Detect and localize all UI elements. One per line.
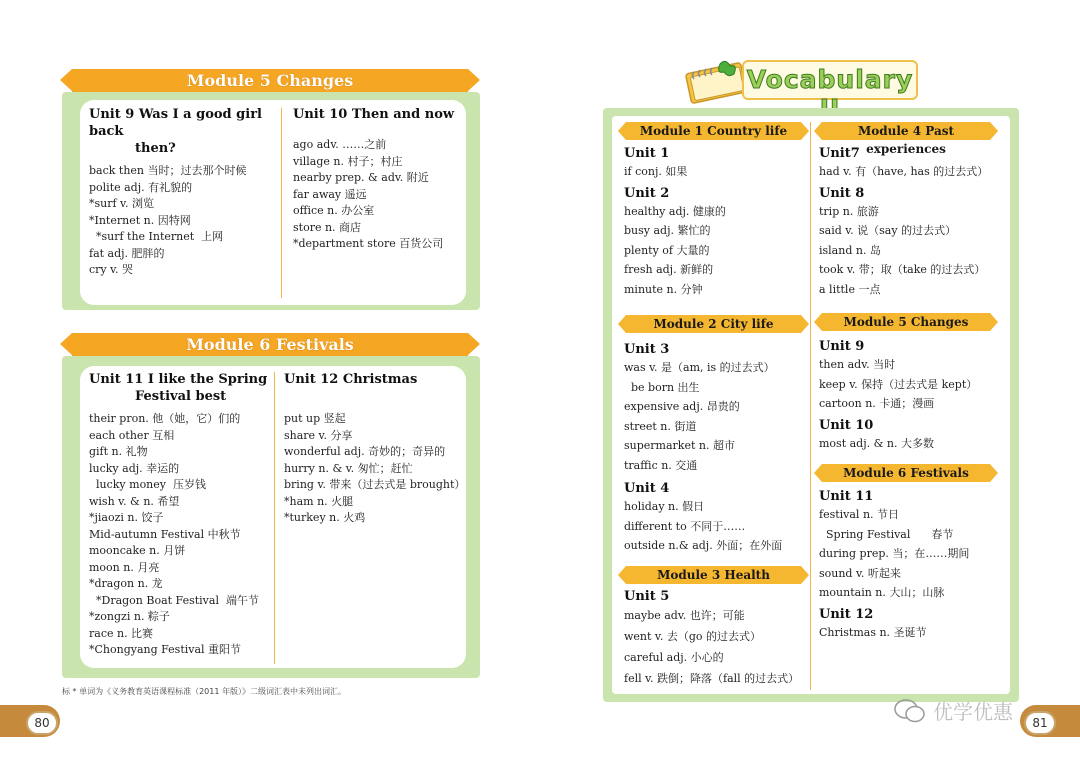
vocab-entry: put up 竖起	[284, 412, 346, 425]
vocab-entry: mooncake n. 月饼	[89, 544, 186, 557]
watermark-text: 优学优惠	[933, 700, 1013, 724]
unit10-title: Unit 10 Then and now	[293, 107, 455, 122]
vocab-entry: *turkey n. 火鸡	[284, 511, 366, 524]
unit11-title: Unit 11 I like the Spring	[89, 372, 268, 387]
module3-banner: Module 3 Health	[626, 566, 801, 584]
unit11-title-line2: Festival best	[135, 389, 227, 404]
unit10-block	[293, 106, 463, 253]
vocab-entry: *Chongyang Festival 重阳节	[89, 643, 242, 656]
module3-list	[624, 589, 806, 689]
vocab-entry: ago adv. ……之前	[293, 138, 387, 151]
vocab-entry: if conj. 如果	[624, 165, 688, 178]
vocab-entry: moon n. 月亮	[89, 560, 160, 574]
vocab-entry: had v. 有（have, has 的过去式）	[819, 165, 989, 178]
vocabulary-title: Vocabulary	[746, 65, 914, 94]
vocab-entry: a little 一点	[819, 282, 881, 296]
vocab-entry: cry v. 哭	[89, 263, 134, 276]
page-number-right: 81	[1024, 711, 1056, 735]
vocab-entry: different to 不同于……	[624, 519, 746, 533]
vocab-entry: sound v. 听起来	[819, 566, 901, 580]
vocab-entry: cartoon n. 卡通；漫画	[819, 397, 935, 410]
vocab-entry: fresh adj. 新鲜的	[624, 263, 714, 276]
vocab-entry: went v. 去（go 的过去式）	[624, 630, 761, 643]
unit9-title-line2: then?	[135, 141, 176, 156]
page-number-left: 80	[26, 711, 58, 735]
vocab-entry: their pron. 他（她，它）们的	[89, 412, 241, 425]
vocab-entry: keep v. 保持（过去式是 kept）	[819, 377, 978, 391]
module5-banner: Module 5 Changes	[72, 69, 468, 92]
vocab-entry: *zongzi n. 粽子	[89, 610, 170, 623]
vocab-entry: *dragon n. 龙	[89, 577, 163, 590]
unit4-title: Unit 4	[624, 481, 670, 496]
vocab-entry: street n. 街道	[624, 419, 697, 433]
vocab-entry: *Dragon Boat Festival 端午节	[89, 593, 259, 607]
vocab-entry: bring v. 带来（过去式是 brought）	[284, 478, 466, 491]
footnote: 标 * 单词为《义务教育英语课程标准（2011 年版）》二级词汇表中未列出词汇。	[62, 687, 346, 696]
vocab-entry: then adv. 当时	[819, 358, 896, 371]
module6-banner: Module 6 Festivals	[72, 333, 468, 356]
module5-banner-right: Module 5 Changes	[822, 313, 990, 331]
unit1-title: Unit 1	[624, 146, 670, 161]
unit12-block	[284, 371, 464, 527]
module5-list	[819, 339, 1005, 453]
vocab-entry: far away 遥远	[293, 187, 367, 201]
vocab-entry: store n. 商店	[293, 220, 362, 234]
vocab-entry: festival n. 节日	[819, 508, 900, 521]
vocab-entry: fat adj. 肥胖的	[89, 246, 165, 260]
unit9-title-right: Unit 9	[819, 339, 865, 354]
vocabulary-header	[680, 56, 920, 106]
module6-divider	[274, 372, 275, 664]
vocab-panel-divider	[810, 122, 811, 690]
unit2-title: Unit 2	[624, 185, 670, 201]
vocab-entry: busy adj. 繁忙的	[624, 224, 711, 237]
vocab-entry: *surf v. 浏览	[89, 197, 154, 210]
module2-banner: Module 2 City life	[626, 315, 801, 333]
vocab-entry: be born 出生	[624, 380, 700, 394]
unit11-block	[89, 371, 274, 659]
module2-list	[624, 342, 806, 556]
vocab-entry: said v. 说（say 的过去式）	[819, 224, 957, 237]
unit9-title: Unit 9 Was I a good girl back	[89, 107, 262, 139]
vocab-entry: supermarket n. 超市	[624, 439, 735, 452]
vocab-entry: expensive adj. 昂贵的	[624, 400, 740, 413]
vocab-entry: *Internet n. 因特网	[89, 213, 191, 227]
module4-banner: Module 4 Past experiences	[822, 122, 990, 140]
vocab-entry: Spring Festival 春节	[819, 527, 954, 541]
vocab-entry: Mid-autumn Festival 中秋节	[89, 527, 241, 541]
vocab-entry: trip n. 旅游	[819, 204, 879, 218]
vocab-entry: minute n. 分钟	[624, 282, 703, 296]
vocab-entry: careful adj. 小心的	[624, 651, 724, 664]
unit3-title: Unit 3	[624, 342, 670, 357]
unit5-title: Unit 5	[624, 589, 670, 604]
vocab-entry: gift n. 礼物	[89, 445, 148, 458]
vocab-entry: maybe adv. 也许；可能	[624, 609, 745, 622]
vocab-entry: wonderful adj. 奇妙的；奇异的	[284, 445, 446, 458]
vocab-entry: *jiaozi n. 饺子	[89, 511, 164, 524]
vocab-entry: mountain n. 大山；山脉	[819, 586, 945, 599]
unit9-block	[89, 106, 279, 279]
vocab-entry: during prep. 当；在……期间	[819, 547, 970, 560]
vocab-entry: race n. 比赛	[89, 626, 154, 640]
vocab-entry: each other 互相	[89, 428, 175, 442]
unit12-title-right: Unit 12	[819, 606, 874, 622]
vocab-entry: outside n.& adj. 外面；在外面	[624, 539, 783, 552]
unit12-title: Unit 12 Christmas	[284, 372, 418, 387]
notebook-icon	[680, 58, 750, 104]
vocab-entry: office n. 办公室	[293, 204, 375, 217]
module1-banner: Module 1 Country life	[626, 122, 801, 140]
vocab-entry: *department store 百货公司	[293, 237, 444, 250]
vocab-entry: plenty of 大量的	[624, 243, 710, 257]
vocab-entry: traffic n. 交通	[624, 458, 698, 472]
vocab-entry: holiday n. 假日	[624, 500, 705, 513]
unit7-title: Unit7	[819, 146, 860, 161]
vocab-entry: village n. 村子；村庄	[293, 154, 403, 168]
module6-list	[819, 489, 1005, 642]
wechat-icon	[893, 698, 927, 724]
watermark	[893, 696, 1013, 725]
vocab-entry: hurry n. & v. 匆忙；赶忙	[284, 461, 413, 475]
module6-banner-right: Module 6 Festivals	[822, 464, 990, 482]
vocab-entry: polite adj. 有礼貌的	[89, 180, 193, 194]
vocab-entry: lucky money 压岁钱	[89, 478, 206, 491]
module1-list	[624, 146, 806, 299]
vocab-entry: healthy adj. 健康的	[624, 204, 726, 218]
vocab-entry: most adj. & n. 大多数	[819, 436, 934, 450]
unit8-title: Unit 8	[819, 185, 865, 201]
vocab-entry: island n. 岛	[819, 243, 881, 257]
vocab-entry: Christmas n. 圣诞节	[819, 625, 927, 639]
vocab-entry: took v. 带；取（take 的过去式）	[819, 263, 986, 276]
module4-list	[819, 146, 1005, 299]
vocab-entry: back then 当时；过去那个时候	[89, 164, 247, 177]
module5-divider	[281, 108, 282, 298]
vocab-entry: *ham n. 火腿	[284, 494, 354, 508]
unit10-title-right: Unit 10	[819, 417, 874, 433]
vocab-entry: lucky adj. 幸运的	[89, 461, 180, 475]
unit11-title-right: Unit 11	[819, 489, 874, 504]
vocab-entry: was v. 是（am, is 的过去式）	[624, 361, 775, 374]
vocab-entry: nearby prep. & adv. 附近	[293, 171, 429, 184]
vocab-entry: share v. 分享	[284, 428, 353, 442]
vocab-entry: *surf the Internet 上网	[89, 230, 224, 243]
vocab-entry: fell v. 跌倒；降落（fall 的过去式）	[624, 672, 800, 685]
vocab-entry: wish v. & n. 希望	[89, 494, 180, 508]
